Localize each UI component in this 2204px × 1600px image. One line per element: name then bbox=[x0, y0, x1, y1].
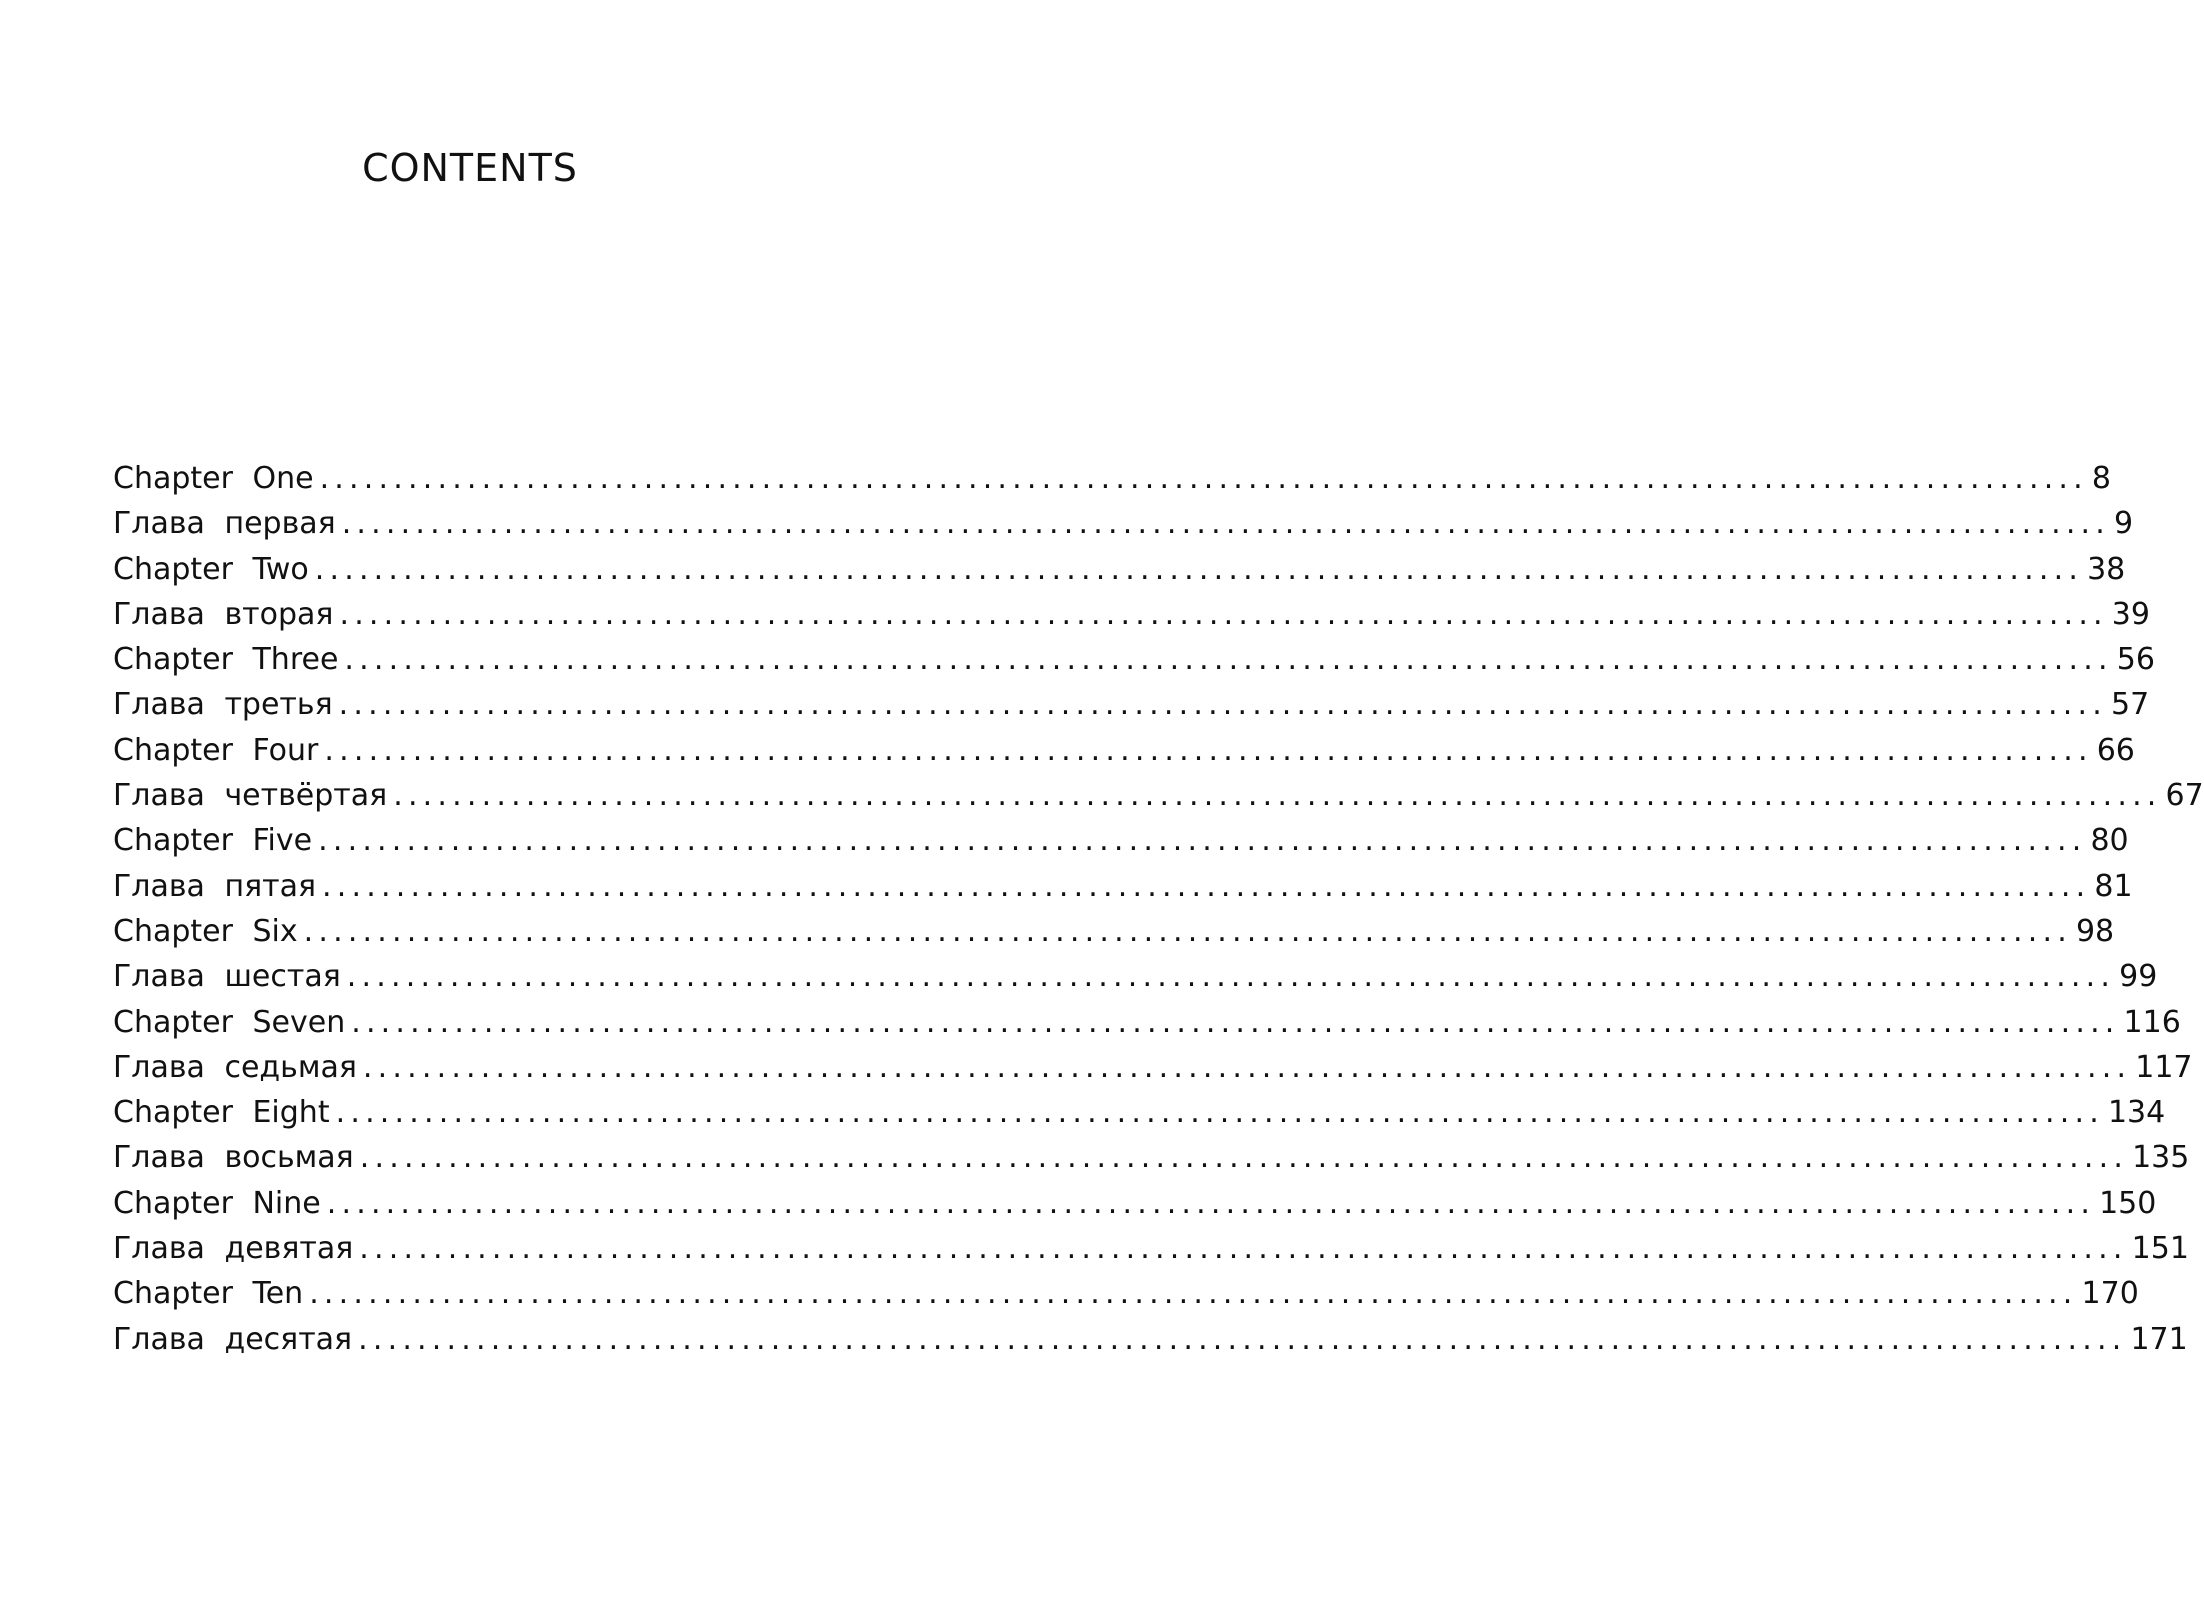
toc-dot-leader: ........................................................................................................................ bbox=[339, 596, 2108, 632]
toc-dot-leader: ........................................................................................................................ bbox=[359, 1140, 2129, 1176]
toc-entry[interactable] bbox=[113, 1000, 2181, 1045]
toc-entry[interactable] bbox=[113, 1090, 2166, 1135]
page-title: CONTENTS bbox=[362, 146, 578, 190]
toc-entry-title: Глава пятая bbox=[113, 868, 317, 904]
toc-dot-leader: ........................................................................................................................ bbox=[341, 506, 2111, 542]
toc-dot-leader: ........................................................................................................................ bbox=[309, 1276, 2078, 1312]
toc-dot-leader: ........................................................................................................................ bbox=[362, 1049, 2132, 1085]
toc-entry-page: 117 bbox=[2135, 1049, 2193, 1085]
toc-entry-page: 8 bbox=[2091, 461, 2111, 496]
toc-entry-page: 134 bbox=[2107, 1095, 2166, 1131]
toc-entry-page: 39 bbox=[2111, 596, 2150, 632]
toc-entry[interactable] bbox=[113, 909, 2115, 954]
toc-dot-leader: ........................................................................................................................ bbox=[322, 868, 2091, 904]
toc-entry-title: Глава третья bbox=[113, 687, 333, 723]
toc-entry[interactable] bbox=[113, 637, 2155, 682]
toc-entry-title: Глава десятая bbox=[113, 1321, 353, 1357]
toc-entry-page: 171 bbox=[2130, 1321, 2188, 1357]
toc-dot-leader: ........................................................................................................................ bbox=[303, 913, 2072, 949]
toc-dot-leader: ........................................................................................................................ bbox=[335, 1095, 2104, 1131]
toc-entry[interactable] bbox=[113, 1317, 2188, 1362]
toc-entry-title: Глава девятая bbox=[113, 1231, 354, 1267]
toc-entry-page: 99 bbox=[2119, 959, 2158, 995]
toc-dot-leader: ........................................................................................................................ bbox=[318, 823, 2087, 859]
toc-entry-page: 151 bbox=[2131, 1231, 2189, 1267]
toc-entry-page: 80 bbox=[2090, 823, 2129, 859]
toc-entry-title: Глава первая bbox=[113, 506, 336, 542]
toc-dot-leader: ........................................................................................................................ bbox=[351, 1004, 2120, 1040]
toc-entry-title: Chapter One bbox=[113, 461, 314, 496]
toc-entry[interactable] bbox=[113, 501, 2134, 546]
toc-entry-title: Chapter Eight bbox=[113, 1095, 330, 1131]
toc-entry-title: Chapter Five bbox=[113, 823, 313, 859]
toc-entry[interactable] bbox=[113, 547, 2126, 592]
toc-dot-leader: ........................................................................................................................ bbox=[324, 732, 2093, 768]
toc-entry-page: 81 bbox=[2094, 868, 2133, 904]
toc-entry[interactable] bbox=[113, 728, 2135, 773]
toc-entry-title: Chapter Seven bbox=[113, 1004, 346, 1040]
toc-entry-page: 170 bbox=[2081, 1276, 2139, 1312]
toc-dot-leader: ........................................................................................................................ bbox=[319, 461, 2088, 496]
toc-entry-page: 150 bbox=[2099, 1185, 2157, 1221]
toc-entry-page: 56 bbox=[2116, 642, 2155, 678]
toc-entry-title: Глава вторая bbox=[113, 596, 334, 632]
toc-entry-page: 116 bbox=[2123, 1004, 2181, 1040]
toc-entry-title: Chapter Nine bbox=[113, 1185, 321, 1221]
toc-dot-leader: ........................................................................................................................ bbox=[326, 1185, 2096, 1221]
toc-entry-page: 98 bbox=[2075, 913, 2115, 949]
toc-entry[interactable] bbox=[113, 456, 2111, 501]
toc-entry-page: 135 bbox=[2132, 1140, 2190, 1176]
toc-entry-title: Chapter Six bbox=[113, 913, 298, 949]
toc-dot-leader: ........................................................................................................................ bbox=[358, 1321, 2127, 1357]
toc-entry-page: 57 bbox=[2110, 687, 2150, 723]
toc-entry-title: Chapter Two bbox=[113, 551, 309, 587]
toc-entry-title: Chapter Ten bbox=[113, 1276, 304, 1312]
toc-entry[interactable] bbox=[113, 954, 2158, 999]
toc-entry-page: 67 bbox=[2165, 778, 2204, 814]
toc-entry[interactable] bbox=[113, 1226, 2189, 1271]
toc-entry[interactable] bbox=[113, 818, 2129, 863]
toc-entry-title: Глава восьмая bbox=[113, 1140, 354, 1176]
toc-entry[interactable] bbox=[113, 592, 2150, 637]
toc-dot-leader: ........................................................................................................................ bbox=[344, 642, 2113, 678]
toc-entry-title: Глава шестая bbox=[113, 959, 341, 995]
toc-dot-leader: ........................................................................................................................ bbox=[314, 551, 2084, 587]
toc-entry-title: Chapter Four bbox=[113, 732, 319, 768]
toc-entry[interactable] bbox=[113, 1135, 2190, 1180]
toc-dot-leader: ........................................................................................................................ bbox=[338, 687, 2107, 723]
toc-entry[interactable] bbox=[113, 1045, 2193, 1090]
toc-dot-leader: ........................................................................................................................ bbox=[346, 959, 2116, 995]
toc-entry[interactable] bbox=[113, 1181, 2157, 1226]
toc-entry[interactable] bbox=[113, 682, 2150, 727]
toc-entry-page: 38 bbox=[2087, 551, 2126, 587]
toc-entry-title: Глава четвёртая bbox=[113, 778, 388, 814]
toc-entry-page: 9 bbox=[2114, 506, 2134, 542]
toc-dot-leader: ........................................................................................................................ bbox=[359, 1231, 2128, 1267]
toc-entry-page: 66 bbox=[2096, 732, 2135, 768]
toc-entry[interactable] bbox=[113, 1271, 2139, 1316]
toc-entry-title: Chapter Three bbox=[113, 642, 339, 678]
table-of-contents bbox=[113, 456, 2204, 1362]
toc-dot-leader: ........................................................................................................................ bbox=[393, 778, 2162, 814]
toc-entry[interactable] bbox=[113, 773, 2204, 818]
toc-entry[interactable] bbox=[113, 864, 2133, 909]
toc-entry-title: Глава седьмая bbox=[113, 1049, 357, 1085]
